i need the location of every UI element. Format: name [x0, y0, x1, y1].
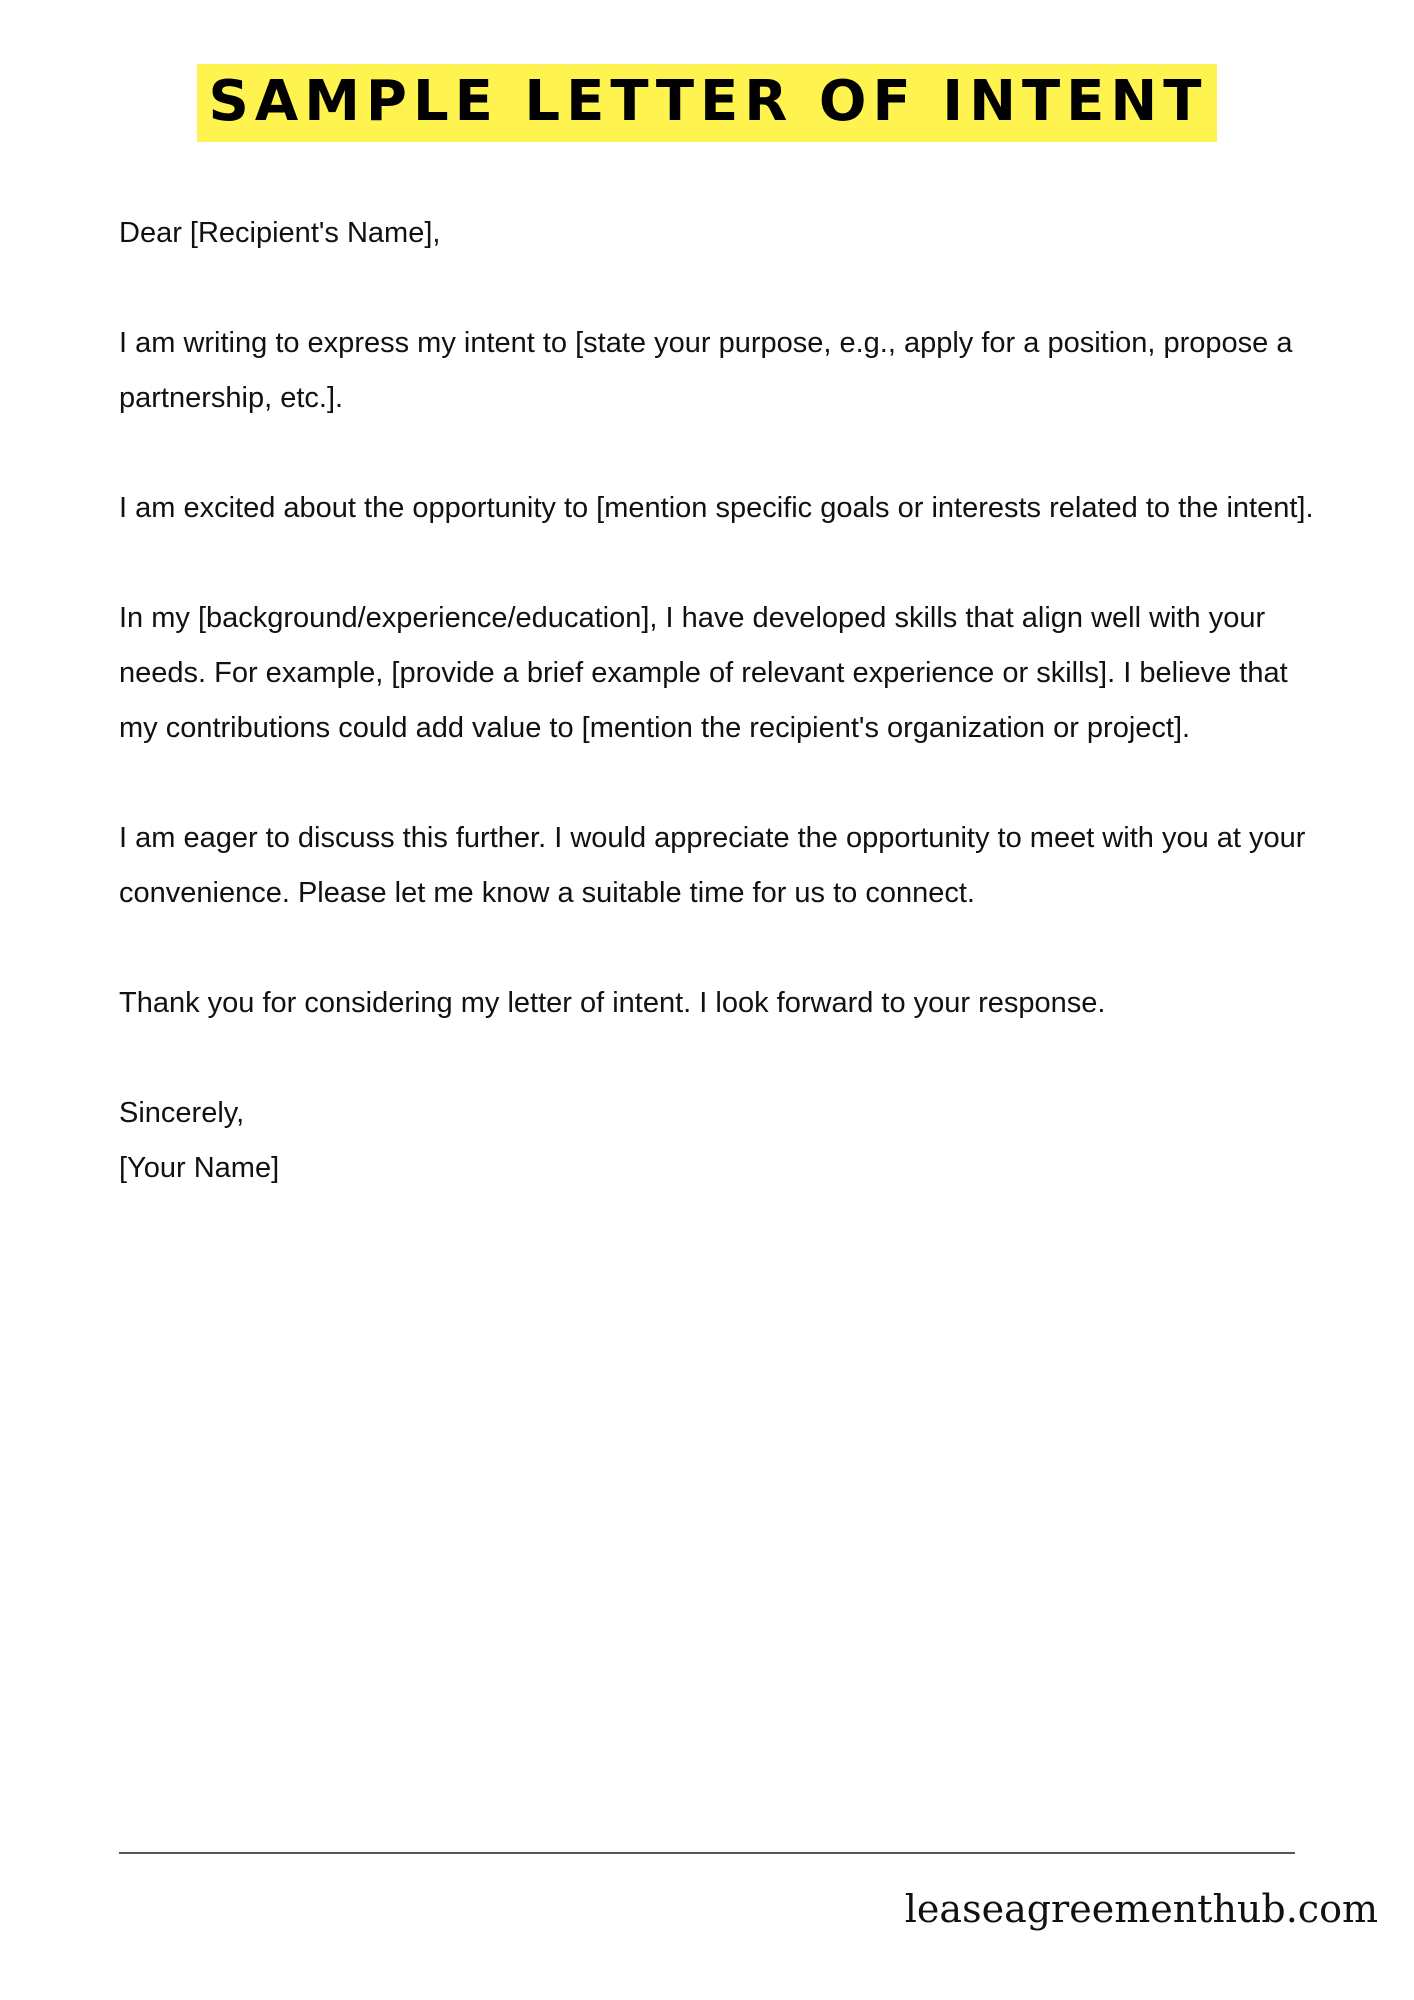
paragraph-purpose: I am writing to express my intent to [state your purpose, e.g., apply for a position, propose a partnership, etc.].	[119, 327, 1293, 414]
paragraph-meeting: I am eager to discuss this further. I would appreciate the opportunity to meet with you at your convenience. Please let me know a suitable time for us to connect.	[119, 822, 1306, 909]
closing: Sincerely,	[119, 1097, 245, 1129]
signature: [Your Name]	[119, 1152, 280, 1184]
paragraph-thanks: Thank you for considering my letter of intent. I look forward to your response.	[119, 987, 1106, 1019]
footer-divider	[119, 1852, 1295, 1854]
brand-logo-text: leaseagreementhub.com	[904, 1887, 1378, 1931]
letter-body	[119, 206, 1319, 1196]
page-title: SAMPLE LETTER OF INTENT	[197, 64, 1218, 142]
paragraph-background: In my [background/experience/education], I have developed skills that align well with your needs. For example, [provide a brief example of relevant experience or skills]. I believe that my contributions could add value to [mention the recipient's organization or project].	[119, 602, 1288, 744]
paragraph-goals: I am excited about the opportunity to [mention specific goals or interests related to the intent].	[119, 492, 1314, 524]
title-bar	[0, 64, 1414, 142]
salutation: Dear [Recipient's Name],	[119, 217, 441, 249]
